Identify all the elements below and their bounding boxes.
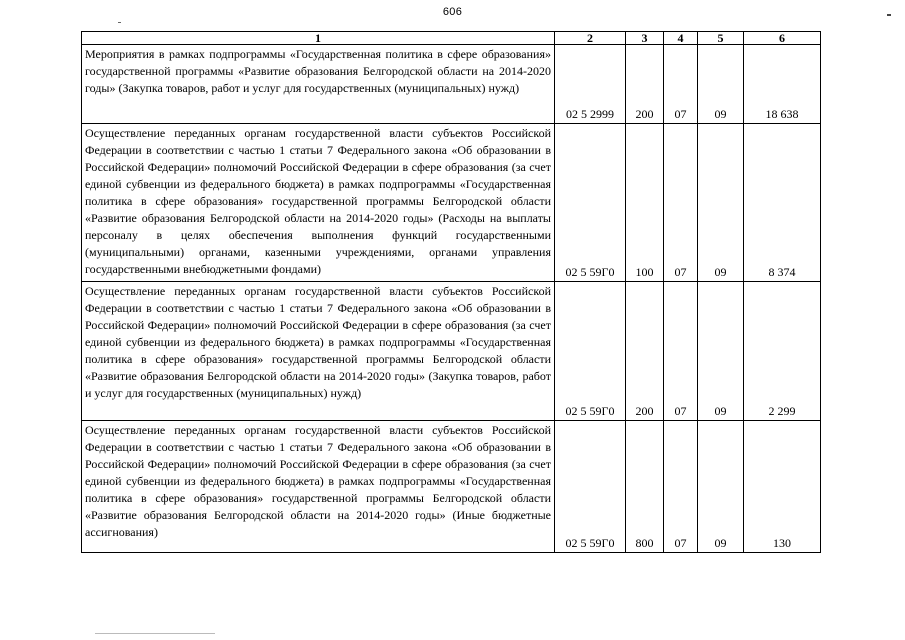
- budget-table: [81, 31, 821, 553]
- table-row: [82, 124, 821, 282]
- target-code: 02 5 59Г0: [555, 124, 626, 282]
- subsection-code: 09: [698, 45, 744, 124]
- amount: 130: [744, 421, 821, 553]
- column-header: 5: [698, 32, 744, 45]
- section-code: 07: [664, 421, 698, 553]
- section-code: 07: [664, 124, 698, 282]
- column-header: 2: [555, 32, 626, 45]
- expense-type: 200: [626, 45, 664, 124]
- table-row: [82, 421, 821, 553]
- subsection-code: 09: [698, 282, 744, 421]
- section-code: 07: [664, 282, 698, 421]
- expense-type: 800: [626, 421, 664, 553]
- amount: 8 374: [744, 124, 821, 282]
- subsection-code: 09: [698, 124, 744, 282]
- row-description: Осуществление переданных органам государственной власти субъектов Российской Федерации в соответствии с частью 1 статьи 7 Федерального закона «Об образовании в Российской Федерации» полномочий Российской Федерации в сфере образования (за счет единой субвенции из федерального бюджета) в рамках подпрограммы «Государственная политика в сфере образования» государственной программы Белгородской области «Развитие образования Белгородской области на 2014-2020 годы» (Закупка товаров, работ и услуг для государственных (муниципальных) нужд): [82, 282, 555, 421]
- row-description: Осуществление переданных органам государственной власти субъектов Российской Федерации в соответствии с частью 1 статьи 7 Федерального закона «Об образовании в Российской Федерации» полномочий Российской Федерации в сфере образования (за счет единой субвенции из федерального бюджета) в рамках подпрограммы «Государственная политика в сфере образования» государственной программы Белгородской области «Развитие образования Белгородской области на 2014-2020 годы» (Расходы на выплаты персоналу в целях обеспечения выполнения функций государственными (муниципальными) органами, казенными учреждениями, органами управления государственными внебюджетными фондами): [82, 124, 555, 282]
- scan-mark: [118, 22, 121, 23]
- column-header: 6: [744, 32, 821, 45]
- column-header: 1: [82, 32, 555, 45]
- expense-type: 100: [626, 124, 664, 282]
- target-code: 02 5 59Г0: [555, 421, 626, 553]
- scan-mark: [887, 14, 891, 16]
- row-description: Осуществление переданных органам государственной власти субъектов Российской Федерации в соответствии с частью 1 статьи 7 Федерального закона «Об образовании в Российской Федерации» полномочий Российской Федерации в сфере образования (за счет единой субвенции из федерального бюджета) в рамках подпрограммы «Государственная политика в сфере образования» государственной программы Белгородской области «Развитие образования Белгородской области на 2014-2020 годы» (Иные бюджетные ассигнования): [82, 421, 555, 553]
- row-description: Мероприятия в рамках подпрограммы «Государственная политика в сфере образования» государственной программы «Развитие образования Белгородской области на 2014-2020 годы» (Закупка товаров, работ и услуг для государственных (муниципальных) нужд): [82, 45, 555, 124]
- table-header-row: [82, 32, 821, 45]
- scan-mark: [95, 633, 215, 634]
- target-code: 02 5 59Г0: [555, 282, 626, 421]
- section-code: 07: [664, 45, 698, 124]
- subsection-code: 09: [698, 421, 744, 553]
- column-header: 3: [626, 32, 664, 45]
- table-row: [82, 282, 821, 421]
- target-code: 02 5 2999: [555, 45, 626, 124]
- expense-type: 200: [626, 282, 664, 421]
- table-row: [82, 45, 821, 124]
- column-header: 4: [664, 32, 698, 45]
- amount: 2 299: [744, 282, 821, 421]
- page-number: 606: [442, 6, 463, 18]
- amount: 18 638: [744, 45, 821, 124]
